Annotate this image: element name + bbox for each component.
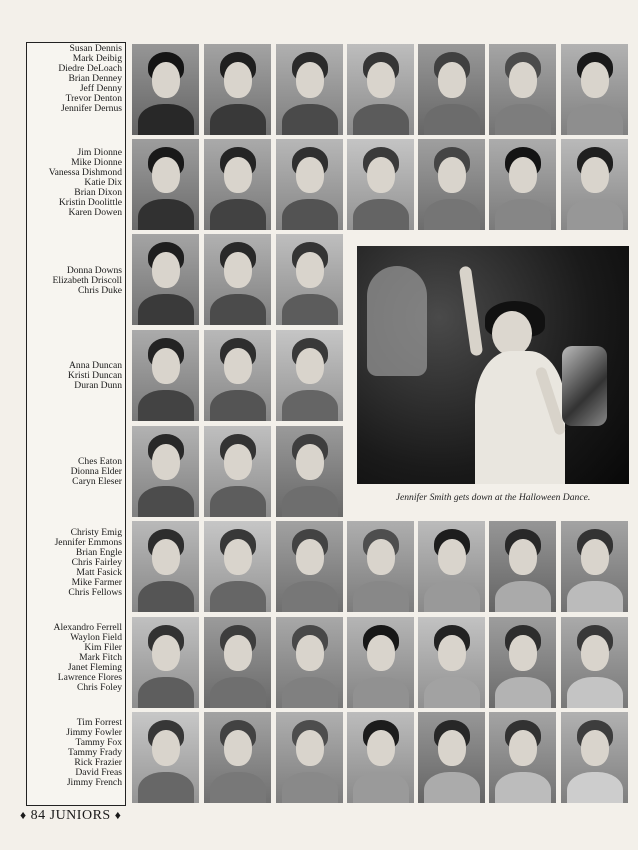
folio-diamond-left: ♦ (20, 808, 27, 822)
portrait-body (495, 104, 551, 135)
student-portrait (347, 617, 414, 708)
student-name: Chris Foley (76, 682, 122, 693)
portrait-face (152, 62, 180, 98)
portrait-body (567, 581, 623, 612)
student-name: Duran Dunn (74, 380, 122, 391)
student-portrait (347, 139, 414, 230)
student-name: Tim Forrest (76, 717, 122, 728)
student-name: Donna Downs (66, 265, 122, 276)
student-portrait (276, 617, 343, 708)
student-portrait (418, 44, 485, 135)
student-portrait (489, 44, 556, 135)
dancer-raised-arm (459, 266, 483, 357)
portrait-face (296, 444, 324, 480)
portrait-body (282, 390, 338, 421)
student-name: Jeff Denny (79, 83, 122, 94)
portrait-face (224, 252, 252, 288)
student-portrait (132, 521, 199, 612)
folio-diamond-right: ♦ (114, 808, 122, 822)
portrait-body (138, 772, 194, 803)
portrait-body (282, 294, 338, 325)
student-name: Jim Dionne (77, 147, 122, 158)
student-name: Chris Duke (78, 285, 122, 296)
portrait-face (509, 730, 537, 766)
student-portrait (204, 234, 271, 325)
student-name: Mark Fitch (79, 652, 122, 663)
portrait-body (567, 772, 623, 803)
name-group (26, 148, 122, 218)
student-name: Dionna Elder (70, 466, 122, 477)
portrait-face (438, 730, 466, 766)
name-group (26, 44, 122, 114)
student-portrait (489, 617, 556, 708)
portrait-body (495, 677, 551, 708)
student-portrait (489, 712, 556, 803)
student-portrait (561, 44, 628, 135)
student-name: Chris Fairley (71, 557, 122, 568)
student-name: Mike Farmer (71, 577, 122, 588)
portrait-body (210, 677, 266, 708)
student-portrait (347, 44, 414, 135)
student-portrait (347, 521, 414, 612)
student-portrait (204, 712, 271, 803)
portrait-body (424, 104, 480, 135)
portrait-face (224, 348, 252, 384)
portrait-body (138, 581, 194, 612)
portrait-face (296, 62, 324, 98)
student-portrait (276, 426, 343, 517)
portrait-face (152, 539, 180, 575)
student-portrait (204, 521, 271, 612)
portrait-body (424, 772, 480, 803)
portrait-face (224, 62, 252, 98)
student-portrait (489, 521, 556, 612)
portrait-body (495, 581, 551, 612)
portrait-body (138, 486, 194, 517)
portrait-body (424, 199, 480, 230)
student-name: Kristin Doolittle (58, 197, 122, 208)
student-portrait (204, 44, 271, 135)
portrait-face (438, 539, 466, 575)
portrait-body (138, 104, 194, 135)
student-name: Mike Dionne (71, 157, 122, 168)
portrait-body (353, 581, 409, 612)
portrait-face (367, 635, 395, 671)
portrait-face (296, 252, 324, 288)
portrait-face (581, 539, 609, 575)
student-name: Alexandro Ferrell (53, 622, 122, 633)
student-name: Caryn Eleser (72, 476, 122, 487)
portrait-body (567, 677, 623, 708)
portrait-body (495, 199, 551, 230)
portrait-face (581, 730, 609, 766)
portrait-body (282, 581, 338, 612)
student-name: Jennifer Dernus (60, 103, 122, 114)
student-portrait (132, 44, 199, 135)
student-name: Christy Emig (70, 527, 122, 538)
student-name: Janet Fleming (67, 662, 122, 673)
portrait-face (224, 157, 252, 193)
student-name: Jimmy French (66, 777, 122, 788)
student-portrait (204, 426, 271, 517)
portrait-body (567, 199, 623, 230)
portrait-face (581, 635, 609, 671)
name-group (26, 718, 122, 788)
shiny-costume (562, 346, 607, 426)
portrait-face (296, 539, 324, 575)
portrait-body (210, 581, 266, 612)
student-name: Tammy Frady (68, 747, 122, 758)
student-name: Diedre DeLoach (58, 63, 122, 74)
portrait-body (210, 294, 266, 325)
background-figure (367, 266, 427, 376)
portrait-face (509, 635, 537, 671)
student-portrait (204, 139, 271, 230)
portrait-face (152, 444, 180, 480)
student-portrait (276, 712, 343, 803)
student-name: Lawrence Flores (57, 672, 122, 683)
student-name: Anna Duncan (68, 360, 122, 371)
portrait-face (224, 539, 252, 575)
name-group (26, 457, 122, 487)
portrait-face (224, 730, 252, 766)
portrait-body (210, 772, 266, 803)
portrait-face (296, 635, 324, 671)
portrait-body (138, 199, 194, 230)
name-group (26, 623, 122, 693)
student-name: Mark Deibig (72, 53, 122, 64)
student-portrait (276, 44, 343, 135)
portrait-body (353, 199, 409, 230)
halloween-dance-photo (357, 246, 629, 484)
portrait-face (509, 157, 537, 193)
student-name: Elizabeth Driscoll (52, 275, 122, 286)
name-group (26, 266, 122, 296)
student-portrait (132, 234, 199, 325)
photo-caption: Jennifer Smith gets down at the Halloween Dance. (395, 492, 591, 503)
portrait-face (224, 635, 252, 671)
student-portrait (276, 521, 343, 612)
dancer-head (492, 311, 532, 356)
student-name: Katie Dix (84, 177, 122, 188)
student-portrait (276, 139, 343, 230)
portrait-face (296, 730, 324, 766)
portrait-body (282, 677, 338, 708)
portrait-body (353, 104, 409, 135)
student-name: Karen Dowen (68, 207, 122, 218)
student-portrait (204, 330, 271, 421)
student-portrait (418, 617, 485, 708)
student-name: Matt Fasick (76, 567, 122, 578)
name-group (26, 361, 122, 391)
portrait-face (509, 62, 537, 98)
student-name: Brian Denney (68, 73, 122, 84)
portrait-face (367, 62, 395, 98)
page-folio (20, 808, 121, 824)
student-name: Tammy Fox (75, 737, 122, 748)
portrait-body (138, 677, 194, 708)
page-number: 84 (30, 808, 46, 823)
student-portrait (132, 617, 199, 708)
portrait-face (581, 157, 609, 193)
student-name: Ches Eaton (78, 456, 122, 467)
student-portrait (132, 139, 199, 230)
section-title: JUNIORS (49, 808, 111, 823)
student-portrait (418, 712, 485, 803)
portrait-body (353, 772, 409, 803)
portrait-face (152, 252, 180, 288)
portrait-body (282, 104, 338, 135)
portrait-body (210, 486, 266, 517)
portrait-face (438, 62, 466, 98)
student-portrait (132, 426, 199, 517)
student-name: Waylon Field (70, 632, 122, 643)
portrait-body (424, 581, 480, 612)
student-name: Rick Frazier (74, 757, 122, 768)
portrait-face (152, 348, 180, 384)
name-group (26, 528, 122, 598)
student-portrait (276, 330, 343, 421)
portrait-body (138, 390, 194, 421)
portrait-face (152, 730, 180, 766)
student-portrait (418, 521, 485, 612)
portrait-face (296, 348, 324, 384)
portrait-body (495, 772, 551, 803)
student-name: Brian Dixon (74, 187, 122, 198)
portrait-body (210, 199, 266, 230)
portrait-body (138, 294, 194, 325)
student-name: David Freas (75, 767, 122, 778)
student-portrait (204, 617, 271, 708)
student-portrait (561, 712, 628, 803)
student-portrait (276, 234, 343, 325)
portrait-face (438, 157, 466, 193)
portrait-body (353, 677, 409, 708)
portrait-body (210, 104, 266, 135)
student-portrait (489, 139, 556, 230)
portrait-body (282, 199, 338, 230)
student-name: Vanessa Dishmond (48, 167, 122, 178)
portrait-body (424, 677, 480, 708)
student-portrait (347, 712, 414, 803)
portrait-face (509, 539, 537, 575)
portrait-face (367, 539, 395, 575)
student-portrait (418, 139, 485, 230)
portrait-face (152, 635, 180, 671)
portrait-face (152, 157, 180, 193)
portrait-body (210, 390, 266, 421)
student-name: Brian Engle (75, 547, 122, 558)
student-portrait (561, 617, 628, 708)
portrait-face (296, 157, 324, 193)
student-portrait (561, 521, 628, 612)
portrait-body (282, 486, 338, 517)
portrait-face (438, 635, 466, 671)
portrait-face (367, 730, 395, 766)
student-portrait (132, 712, 199, 803)
student-name: Chris Fellows (68, 587, 122, 598)
portrait-body (282, 772, 338, 803)
student-name: Trevor Denton (65, 93, 122, 104)
student-name: Jimmy Fowler (66, 727, 122, 738)
student-portrait (561, 139, 628, 230)
student-name: Kim Filer (84, 642, 122, 653)
portrait-body (567, 104, 623, 135)
student-name: Susan Dennis (69, 43, 122, 54)
portrait-face (581, 62, 609, 98)
portrait-face (367, 157, 395, 193)
student-portrait (132, 330, 199, 421)
student-name: Jennifer Emmons (54, 537, 122, 548)
student-name: Kristi Duncan (67, 370, 122, 381)
portrait-face (224, 444, 252, 480)
